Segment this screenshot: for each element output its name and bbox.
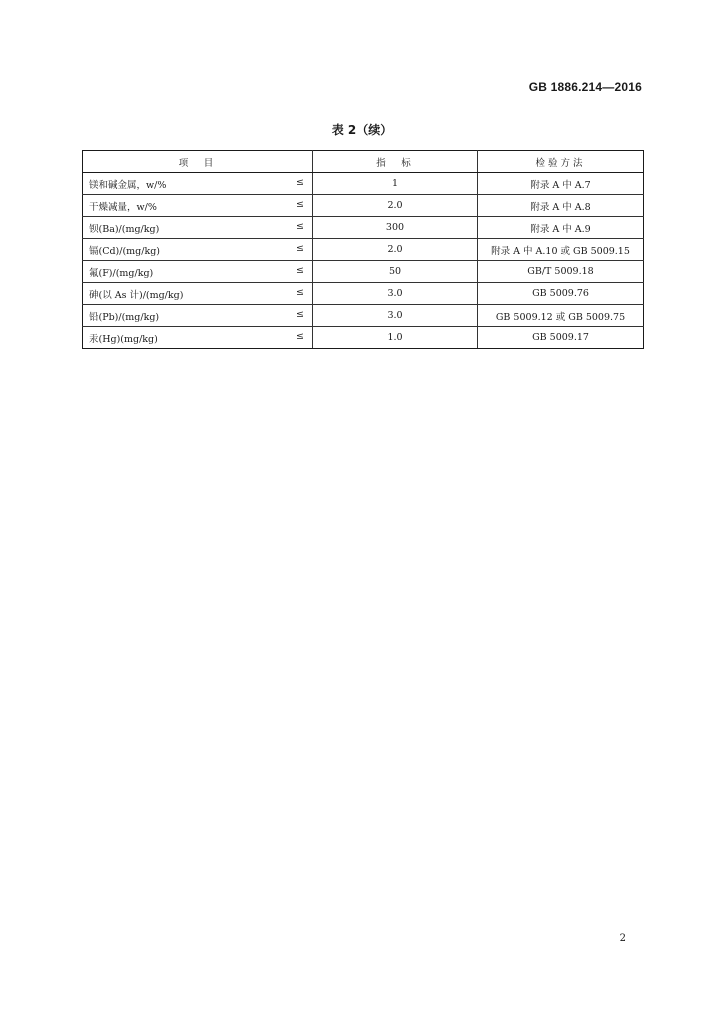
page-number: 2 bbox=[619, 933, 626, 944]
spec-table bbox=[82, 150, 644, 349]
method-cell: 附录 A 中 A.8 bbox=[478, 195, 644, 217]
item-name: 氟(F)/(mg/kg) bbox=[89, 267, 154, 279]
item-name: 钡(Ba)/(mg/kg) bbox=[89, 223, 160, 235]
value-cell: 1 bbox=[313, 173, 478, 195]
item-name: 干燥减量，w/% bbox=[89, 201, 157, 213]
item-name: 镁和碱金属，w/% bbox=[89, 179, 167, 191]
standard-number: GB 1886.214—2016 bbox=[528, 80, 642, 94]
item-name: 汞(Hg)(mg/kg) bbox=[89, 333, 158, 345]
limit-symbol: ≤ bbox=[296, 330, 304, 342]
table-row bbox=[83, 283, 644, 305]
value-cell: 50 bbox=[313, 261, 478, 283]
limit-symbol: ≤ bbox=[296, 242, 304, 254]
value-cell: 2.0 bbox=[313, 239, 478, 261]
table-row bbox=[83, 195, 644, 217]
value-cell: 2.0 bbox=[313, 195, 478, 217]
limit-symbol: ≤ bbox=[296, 286, 304, 298]
limit-symbol: ≤ bbox=[296, 176, 304, 188]
table-row bbox=[83, 239, 644, 261]
column-header-method: 检验方法 bbox=[478, 151, 644, 173]
item-cell bbox=[83, 239, 313, 261]
item-cell bbox=[83, 173, 313, 195]
table-row bbox=[83, 217, 644, 239]
limit-symbol: ≤ bbox=[296, 264, 304, 276]
method-cell: 附录 A 中 A.9 bbox=[478, 217, 644, 239]
method-cell: GB 5009.17 bbox=[478, 327, 644, 349]
method-cell: 附录 A 中 A.7 bbox=[478, 173, 644, 195]
table-header-row bbox=[83, 151, 644, 173]
table-row bbox=[83, 261, 644, 283]
method-cell: GB 5009.76 bbox=[478, 283, 644, 305]
limit-symbol: ≤ bbox=[296, 220, 304, 232]
table-caption: 表 2（续） bbox=[331, 123, 393, 137]
value-cell: 1.0 bbox=[313, 327, 478, 349]
column-header-item: 项 目 bbox=[83, 151, 313, 173]
item-cell bbox=[83, 305, 313, 327]
item-cell bbox=[83, 261, 313, 283]
method-cell: GB/T 5009.18 bbox=[478, 261, 644, 283]
item-name: 砷(以 As 计)/(mg/kg) bbox=[89, 289, 184, 301]
item-name: 铅(Pb)/(mg/kg) bbox=[89, 311, 160, 323]
value-cell: 3.0 bbox=[313, 305, 478, 327]
table-row bbox=[83, 327, 644, 349]
item-cell bbox=[83, 327, 313, 349]
method-cell: 附录 A 中 A.10 或 GB 5009.15 bbox=[478, 239, 644, 261]
limit-symbol: ≤ bbox=[296, 308, 304, 320]
value-cell: 3.0 bbox=[313, 283, 478, 305]
method-cell: GB 5009.12 或 GB 5009.75 bbox=[478, 305, 644, 327]
item-name: 镉(Cd)/(mg/kg) bbox=[89, 245, 161, 257]
table-row bbox=[83, 173, 644, 195]
item-cell bbox=[83, 283, 313, 305]
item-cell bbox=[83, 217, 313, 239]
item-cell bbox=[83, 195, 313, 217]
limit-symbol: ≤ bbox=[296, 198, 304, 210]
table-row bbox=[83, 305, 644, 327]
column-header-value: 指 标 bbox=[313, 151, 478, 173]
value-cell: 300 bbox=[313, 217, 478, 239]
